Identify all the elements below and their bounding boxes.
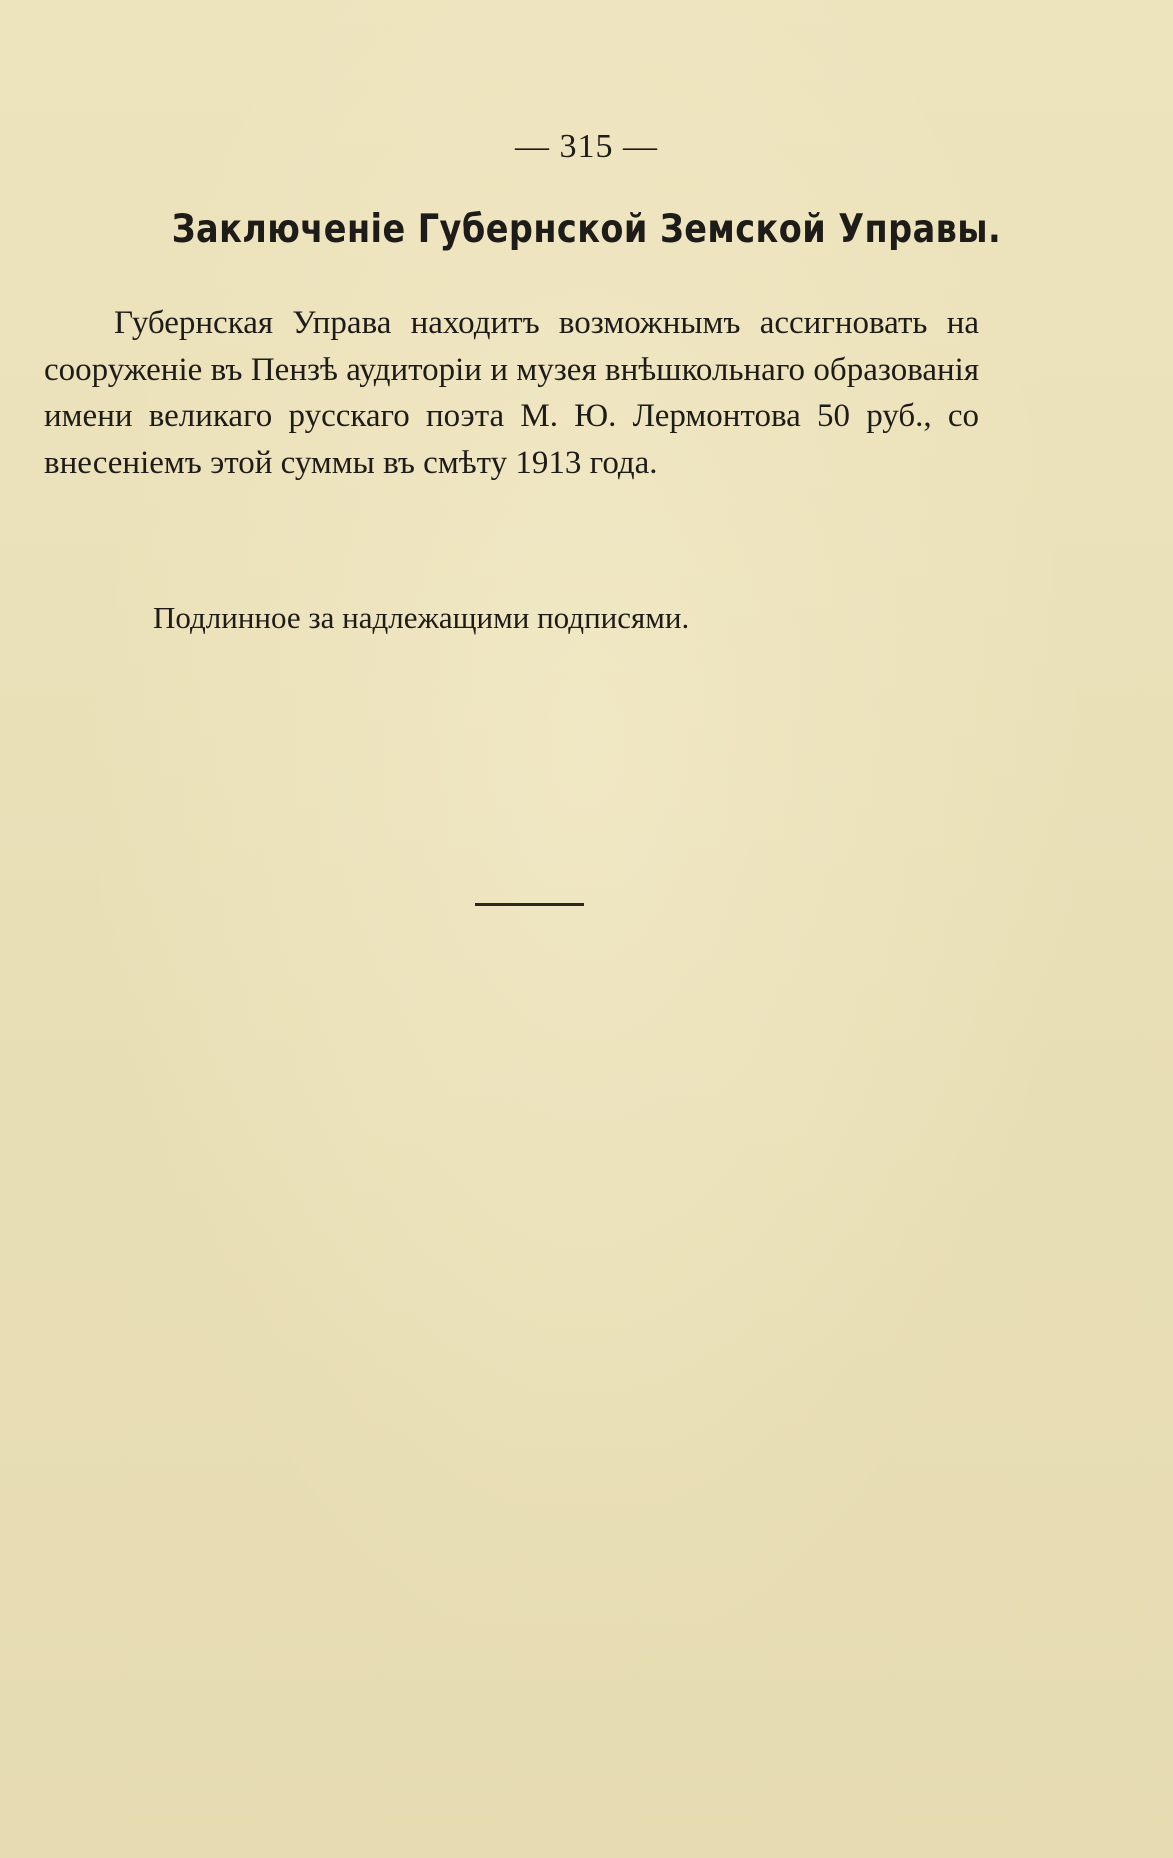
section-heading: Заключеніе Губернской Земской Управы.	[171, 207, 1002, 252]
signature-note: Подлинное за надлежащими подписями.	[153, 600, 690, 635]
body-paragraph: Губернская Управа находитъ возможнымъ ассигновать на сооруженіе въ Пензѣ аудиторіи и музея внѣшкольнаго образованія имени великаго русскаго поэта М. Ю. Лермонтова 50 руб., со внесеніемъ этой суммы въ смѣту 1913 года.	[44, 305, 979, 481]
page-number: — 315 —	[515, 128, 658, 165]
closing-rule	[475, 903, 584, 906]
